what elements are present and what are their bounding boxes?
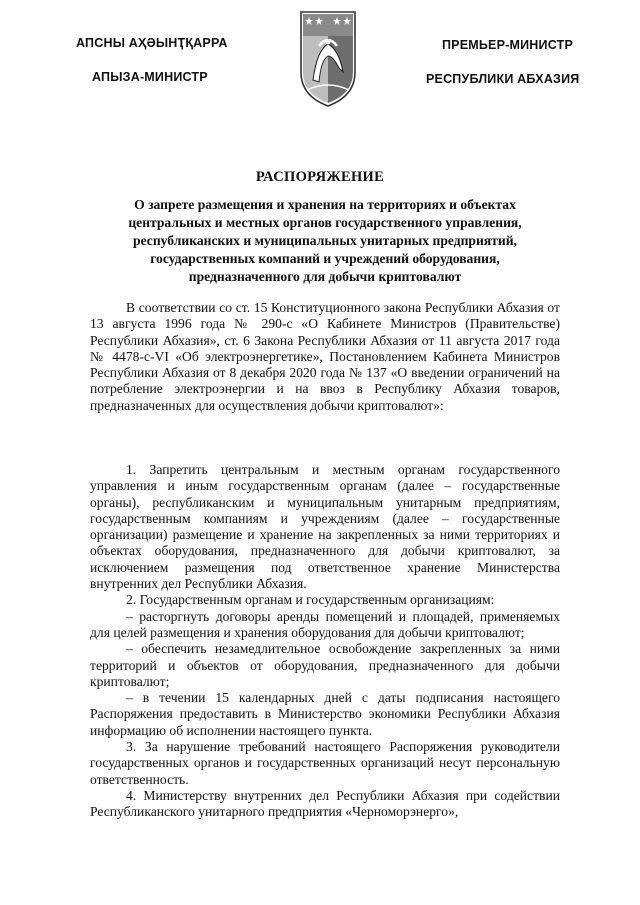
item-paragraph: 3. За нарушение требований настоящего Распоряжения руководители государственных органов и государственных организаций несут персональную ответственность.	[90, 739, 560, 787]
items-block	[90, 462, 560, 821]
document-subject	[90, 196, 560, 286]
preamble-block	[90, 300, 560, 414]
item-paragraph: – расторгнуть договоры аренды помещений и площадей, применяемых для целей размещения и хранения оборудования для добычи криптовалют;	[90, 608, 560, 640]
subject-line: центральных и местных органов государственного управления,	[128, 215, 522, 230]
item-paragraph: – в течении 15 календарных дней с даты подписания настоящего Распоряжения предоставить в Министерство экономики Республики Абхазия информацию об исполнении настоящего пункта.	[90, 690, 560, 738]
preamble-paragraph: В соответствии со ст. 15 Конституционного закона Республики Абхазия от 13 августа 1996 года № 290-с «О Кабинете Министров (Правительстве) Республики Абхазия», ст. 6 Закона Республики Абхазия от 11 августа 2017 года № 4478-с-VI «Об электроэнергетике», Постановлением Кабинета Министров Республики Абхазия от 8 декабря 2020 года № 137 «О введении ограничений на потребление электроэнергии и на ввоз в Республику Абхазия товаров, предназначенных для осуществления добычи криптовалют»:	[90, 300, 560, 413]
subject-line: О запрете размещения и хранения на территориях и объектах	[134, 197, 516, 212]
document-type-title: РАСПОРЯЖЕНИЕ	[255, 169, 385, 185]
item-paragraph: 2. Государственным органам и государственным организациям:	[126, 592, 495, 608]
header-left-line1: АПСНЫ АҲӘЫНҬҚАРРА	[76, 36, 228, 50]
item-paragraph: – обеспечить незамедлительное освобождение закрепленных за ними территорий и объектов от оборудования, предназначенного для добычи криптовалют;	[90, 641, 560, 689]
subject-line: предназначенного для добычи криптовалют	[188, 269, 462, 284]
header-right-line2: РЕСПУБЛИКИ АБХАЗИЯ	[426, 72, 580, 86]
subject-line: республиканских и муниципальных унитарных предприятий,	[133, 233, 517, 248]
header-left-line2: АПЫЗА-МИНИСТР	[92, 70, 208, 84]
item-paragraph: 1. Запретить центральным и местным органам государственного управления и иным государственным органам (далее – государственные органы), республиканским и муниципальным унитарным предприятиям, государственным компаниям и учреждениям (далее – государственные организации) размещение и хранение на закрепленных за ними территориях и объектах оборудования, предназначенного для добычи криптовалют, за исключением размещения под ответственное хранение Министерства внутренних дел Республики Абхазия.	[90, 462, 560, 592]
subject-line: государственных компаний и учреждений оборудования,	[150, 251, 500, 266]
coat-of-arms-emblem	[299, 10, 357, 108]
header-right-line1: ПРЕМЬЕР-МИНИСТР	[442, 38, 573, 52]
item-paragraph: 4. Министерству внутренних дел Республики Абхазия при содействии Республиканского унитарного предприятия «Черноморэнерго»,	[90, 787, 560, 820]
